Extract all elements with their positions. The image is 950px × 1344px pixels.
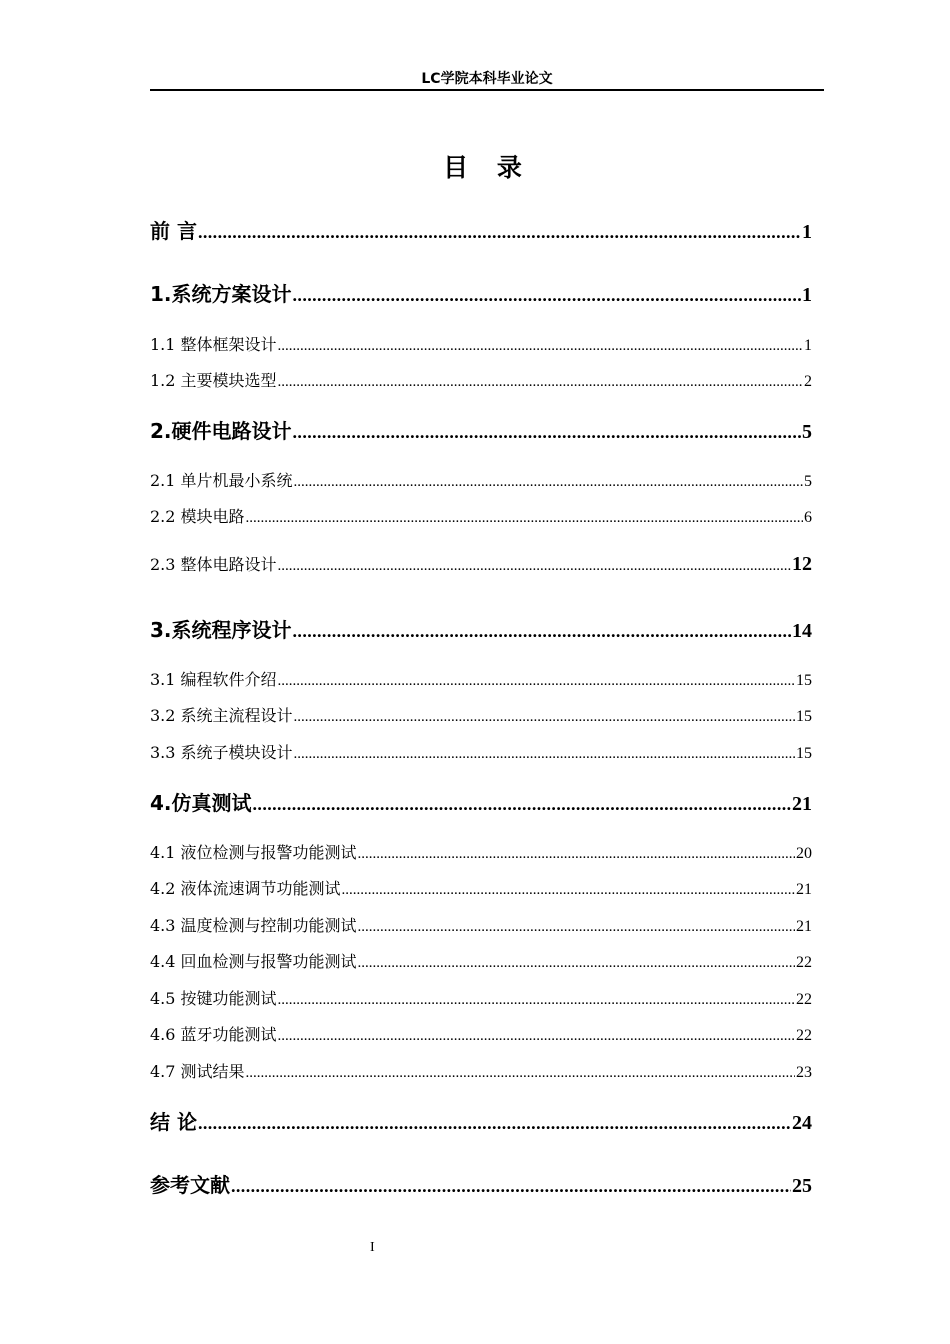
toc-entry-page: 15 bbox=[796, 708, 812, 725]
toc-entry-page: 2 bbox=[804, 373, 812, 390]
toc-entry-page: 22 bbox=[796, 1027, 812, 1044]
toc-leader bbox=[358, 955, 795, 972]
toc-leader bbox=[278, 673, 795, 690]
toc-entry-page: 22 bbox=[796, 991, 812, 1008]
toc-entry[interactable] bbox=[150, 1106, 812, 1135]
toc-entry[interactable] bbox=[150, 913, 812, 936]
toc-leader bbox=[278, 992, 795, 1009]
toc-entry[interactable] bbox=[150, 949, 812, 972]
toc-leader bbox=[246, 1065, 795, 1082]
toc-entry-label: 2.1 单片机最小系统 bbox=[150, 471, 293, 490]
toc-entry-page: 12 bbox=[792, 553, 812, 575]
toc-entry-label: 2.2 模块电路 bbox=[150, 507, 245, 526]
toc-entry-page: 21 bbox=[792, 793, 812, 815]
toc-entry-label: 结 论 bbox=[150, 1110, 197, 1134]
toc-leader bbox=[278, 338, 803, 355]
toc-leader bbox=[358, 919, 795, 936]
toc-leader bbox=[294, 709, 795, 726]
toc-leader bbox=[246, 510, 803, 527]
toc-entry[interactable] bbox=[150, 1059, 812, 1082]
toc-entry-page: 23 bbox=[796, 1064, 812, 1081]
toc-entry-page: 15 bbox=[796, 672, 812, 689]
toc-entry-label: 4.4 回血检测与报警功能测试 bbox=[150, 952, 357, 971]
toc-entry-label: 3.3 系统子模块设计 bbox=[150, 743, 293, 762]
toc-entry[interactable] bbox=[150, 1022, 812, 1045]
toc-leader bbox=[198, 222, 801, 243]
toc-entry[interactable] bbox=[150, 667, 812, 690]
toc-entry-page: 25 bbox=[792, 1175, 812, 1197]
toc-entry-page: 21 bbox=[796, 918, 812, 935]
toc-leader bbox=[278, 558, 791, 575]
toc-entry-label: 3.1 编程软件介绍 bbox=[150, 670, 277, 689]
page-number: I bbox=[370, 1240, 375, 1255]
toc-entry-label: 4.5 按键功能测试 bbox=[150, 989, 277, 1008]
toc-entry-label: 3.系统程序设计 bbox=[150, 618, 292, 642]
toc-entry-page: 24 bbox=[792, 1112, 812, 1134]
toc-entry-page: 21 bbox=[796, 881, 812, 898]
toc-entry-page: 1 bbox=[804, 337, 812, 354]
toc-entry-page: 5 bbox=[802, 421, 812, 443]
toc-entry[interactable] bbox=[150, 840, 812, 863]
toc-entry[interactable] bbox=[150, 504, 812, 527]
toc-entry-page: 1 bbox=[802, 284, 812, 306]
toc-entry[interactable] bbox=[150, 368, 812, 391]
toc-leader bbox=[358, 846, 795, 863]
toc-entry[interactable] bbox=[150, 1169, 812, 1198]
toc-leader bbox=[293, 285, 801, 306]
toc-leader bbox=[293, 422, 801, 443]
toc-entry-page: 15 bbox=[796, 745, 812, 762]
toc-entry[interactable] bbox=[150, 703, 812, 726]
toc-entry-page: 1 bbox=[802, 221, 812, 243]
toc-entry-page: 20 bbox=[796, 845, 812, 862]
toc-entry[interactable] bbox=[150, 986, 812, 1009]
toc-entry[interactable] bbox=[150, 468, 812, 491]
toc-entry-label: 前 言 bbox=[150, 219, 197, 243]
page-header: LC学院本科毕业论文 bbox=[150, 70, 824, 91]
toc-entry-label: 2.3 整体电路设计 bbox=[150, 555, 277, 574]
toc-entry[interactable] bbox=[150, 876, 812, 899]
toc-entry-label: 参考文献 bbox=[150, 1173, 230, 1197]
toc-entry[interactable] bbox=[150, 552, 812, 576]
toc-entry-label: 4.仿真测试 bbox=[150, 791, 252, 815]
toc-entry[interactable] bbox=[150, 415, 812, 444]
toc-entry-page: 22 bbox=[796, 954, 812, 971]
toc-entry[interactable] bbox=[150, 278, 812, 307]
toc-entry-label: 4.7 测试结果 bbox=[150, 1062, 245, 1081]
toc-leader bbox=[278, 1028, 795, 1045]
toc-entry-label: 1.2 主要模块选型 bbox=[150, 371, 277, 390]
toc-entry-page: 14 bbox=[792, 620, 812, 642]
toc-entry-label: 4.1 液位检测与报警功能测试 bbox=[150, 843, 357, 862]
toc-entry-label: 1.系统方案设计 bbox=[150, 282, 292, 306]
toc-entry[interactable] bbox=[150, 614, 812, 643]
toc-entry[interactable] bbox=[150, 787, 812, 816]
toc-leader bbox=[294, 474, 803, 491]
toc-entry-label: 3.2 系统主流程设计 bbox=[150, 706, 293, 725]
toc-entry[interactable] bbox=[150, 332, 812, 355]
toc-entry[interactable] bbox=[150, 740, 812, 763]
toc-entry[interactable] bbox=[150, 215, 812, 244]
toc-entry-label: 4.2 液体流速调节功能测试 bbox=[150, 879, 341, 898]
toc-leader bbox=[198, 1113, 791, 1134]
toc-leader bbox=[231, 1176, 791, 1197]
toc-entry-label: 2.硬件电路设计 bbox=[150, 419, 292, 443]
toc-entry-label: 4.3 温度检测与控制功能测试 bbox=[150, 916, 357, 935]
toc-leader bbox=[293, 621, 791, 642]
toc-entry-page: 5 bbox=[804, 473, 812, 490]
toc-leader bbox=[342, 882, 795, 899]
toc-title: 目 录 bbox=[443, 153, 532, 182]
toc-entry-label: 1.1 整体框架设计 bbox=[150, 335, 277, 354]
toc-entry-page: 6 bbox=[804, 509, 812, 526]
toc-entry-label: 4.6 蓝牙功能测试 bbox=[150, 1025, 277, 1044]
toc-leader bbox=[294, 746, 795, 763]
toc-leader bbox=[253, 794, 791, 815]
toc-leader bbox=[278, 374, 803, 391]
